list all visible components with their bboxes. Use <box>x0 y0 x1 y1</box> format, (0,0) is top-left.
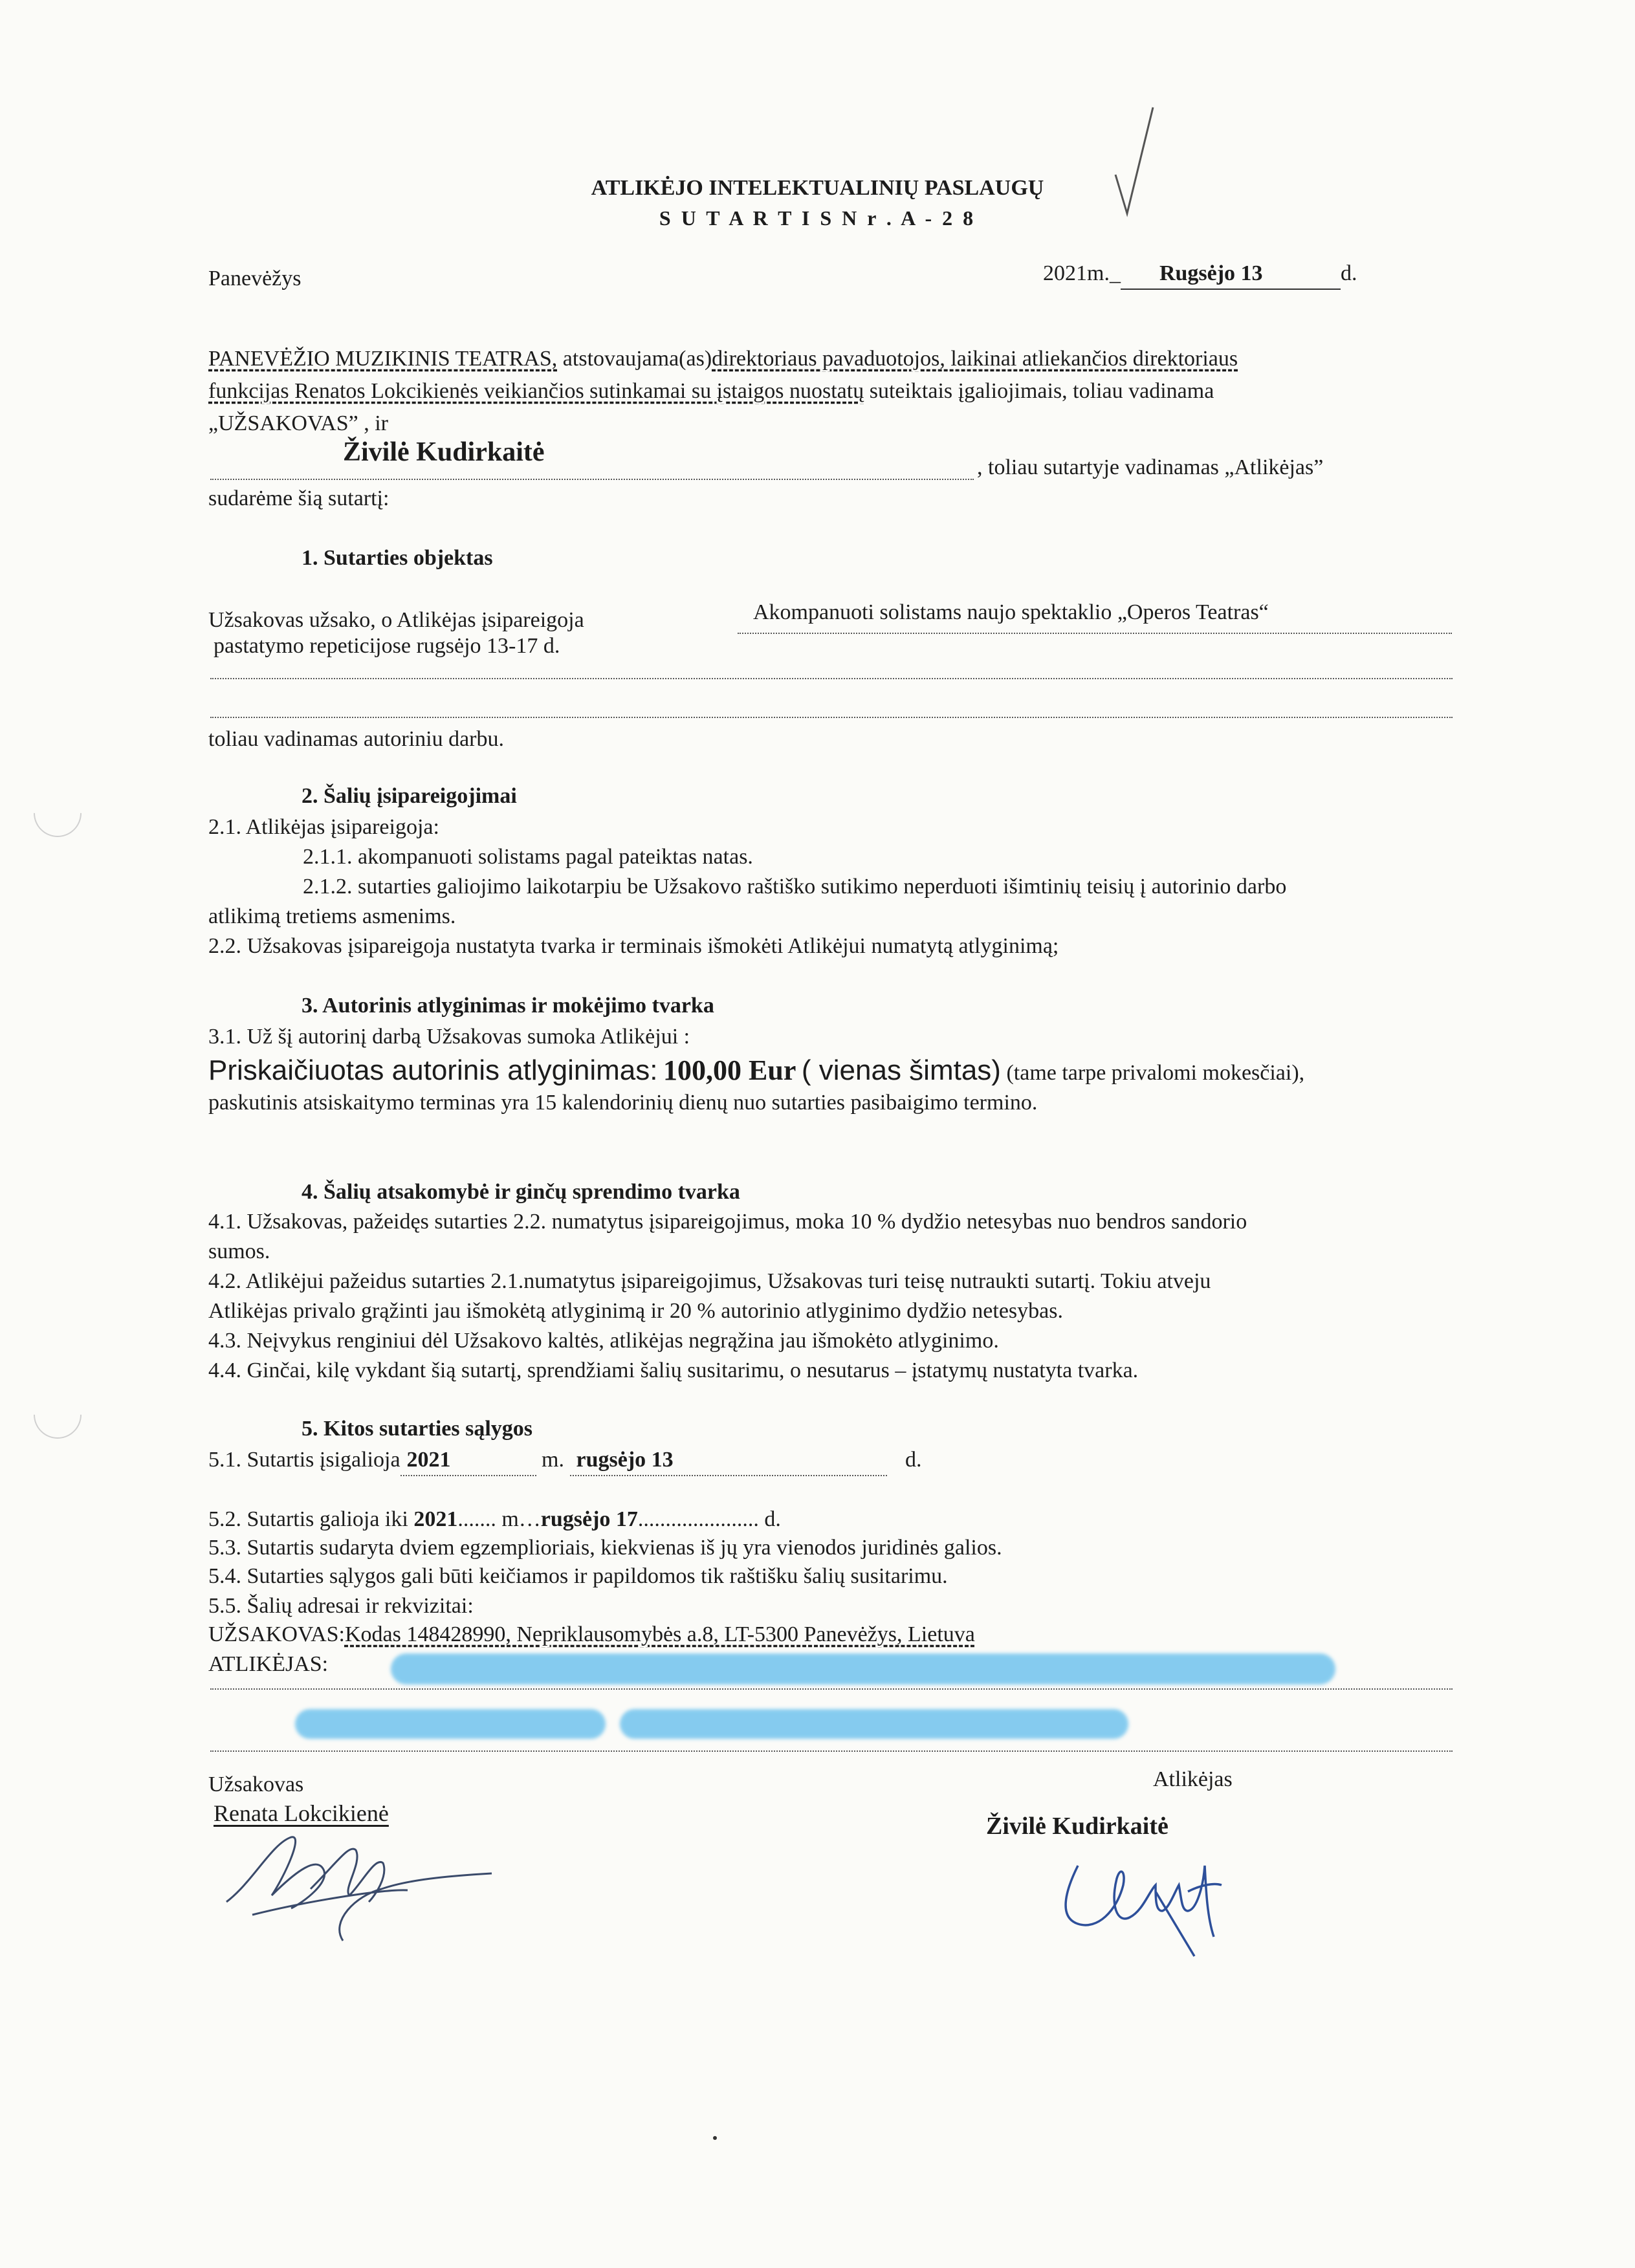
theatre-name: PANEVĖŽIO MUZIKINIS TEATRAS, <box>208 347 558 371</box>
performer-label: ATLIKĖJAS: <box>208 1652 329 1676</box>
client-signatory-name: Renata Lokcikienė <box>214 1800 389 1826</box>
clause-2-1: 2.1. Atlikėjas įsipareigoja: <box>208 815 439 839</box>
client-designation: „UŽSAKOVAS” , ir <box>208 411 388 435</box>
clause-5-1 <box>208 1445 922 1476</box>
clause-5-1-d: d. <box>905 1448 922 1472</box>
section-1-footer: toliau vadinamas autoriniu darbu. <box>208 727 504 751</box>
parties-line-1 <box>208 344 1238 374</box>
clause-3-1: 3.1. Už šį autorinį darbą Užsakovas sumoka Atlikėjui : <box>208 1025 690 1049</box>
payment-deadline: paskutinis atsiskaitymo terminas yra 15 kalendorinių dienų nuo sutarties pasibaigimo termino. <box>208 1091 1038 1115</box>
clause-4-3: 4.3. Neįvykus renginiui dėl Užsakovo kaltės, atlikėjas negrąžina jau išmokėto atlyginimo. <box>208 1329 999 1353</box>
represented-text: atstovaujama(as) <box>562 347 712 371</box>
clause-5-2-month: rugsėjo 17 <box>540 1507 638 1531</box>
section-1-heading: 1. Sutarties objektas <box>302 546 493 570</box>
section-4-heading: 4. Šalių atsakomybė ir ginčų sprendimo tvarka <box>302 1180 740 1204</box>
punch-hole-mark <box>24 780 92 847</box>
performer-designation: , toliau sutartyje vadinamas „Atlikėjas” <box>977 455 1324 479</box>
fee-line <box>208 1053 1304 1088</box>
document-title: ATLIKĖJO INTELEKTUALINIŲ PASLAUGŲ <box>591 176 1044 200</box>
clause-5-5: 5.5. Šalių adresai ir rekvizitai: <box>208 1594 474 1618</box>
city: Panevėžys <box>208 267 302 290</box>
punch-hole-mark <box>24 1381 92 1449</box>
clause-5-1-year: 2021 <box>401 1445 536 1476</box>
clause-4-1-line-1: 4.1. Užsakovas, pažeidęs sutarties 2.2. numatytus įsipareigojimus, moka 10 % dydžio netesybas nuo bendros sandorio <box>208 1210 1247 1234</box>
parties-line-2 <box>208 376 1214 406</box>
clause-5-1-m: m. <box>542 1448 564 1472</box>
performer-signature <box>1059 1840 1227 1963</box>
clause-4-2-line-1: 4.2. Atlikėjui pažeidus sutarties 2.1.numatytus įsipareigojimus, Užsakovas turi teisę nutraukti sutartį. Tokiu atveju <box>208 1269 1211 1293</box>
client-requisites <box>208 1620 975 1650</box>
clause-2-2: 2.2. Užsakovas įsipareigoja nustatyta tvarka ir terminais išmokėti Atlikėjui numatytą atlyginimą; <box>208 934 1059 958</box>
clause-5-2-year: 2021 <box>413 1507 458 1531</box>
contract-number: S U T A R T I S N r . A - 2 8 <box>659 206 976 230</box>
date-suffix: d. <box>1340 261 1357 285</box>
clause-5-1-month: rugsėjo 13 <box>570 1445 887 1476</box>
redaction-block <box>295 1709 606 1739</box>
clause-5-2-d: d. <box>764 1507 781 1531</box>
section-2-heading: 2. Šalių įsipareigojimai <box>302 784 517 808</box>
redaction-block <box>391 1653 1335 1685</box>
section-3-heading: 3. Autorinis atlyginimas ir mokėjimo tvarka <box>302 994 714 1018</box>
clause-5-2-dots: ....... <box>457 1507 496 1531</box>
performer-signatory-name: Živilė Kudirkaitė <box>986 1813 1169 1840</box>
clause-5-2 <box>208 1505 781 1534</box>
fee-amount: 100,00 Eur <box>663 1054 796 1086</box>
section-5-heading: 5. Kitos sutarties sąlygos <box>302 1417 532 1441</box>
clause-4-1-line-2: sumos. <box>208 1239 270 1263</box>
fee-label: Priskaičiuotas autorinis atlyginimas: <box>208 1054 658 1086</box>
clause-2-1-2-line-1: 2.1.2. sutarties galiojimo laikotarpiu be Užsakovo raštiško sutikimo neperduoti išimtinių teisių į autorinio darbo <box>303 875 1287 899</box>
scan-speck <box>713 2136 717 2140</box>
section-1-left-line-1: Užsakovas užsako, o Atlikėjas įsipareigoja <box>208 608 584 632</box>
date-day: Rugsėjo 13 <box>1121 259 1341 290</box>
fee-words: ( vienas šimtas) <box>801 1054 1001 1086</box>
clause-5-4: 5.4. Sutarties sąlygos gali būti keičiamos ir papildomos tik raštišku šalių susitarimu. <box>208 1564 948 1588</box>
client-details: Kodas 148428990, Nepriklausomybės a.8, LT-5300 Panevėžys, Lietuva <box>344 1622 975 1646</box>
clause-4-4: 4.4. Ginčai, kilę vykdant šią sutartį, sprendžiami šalių susitarimu, o nesutarus – įstatymų nustatyta tvarka. <box>208 1358 1139 1382</box>
clause-5-1-label: 5.1. Sutartis įsigalioja <box>208 1448 401 1472</box>
dotted-line <box>210 1688 1453 1690</box>
clause-2-1-2-line-2: atlikimą tretiems asmenims. <box>208 904 456 928</box>
client-role: Užsakovas <box>208 1772 304 1796</box>
client-signature <box>214 1818 498 1947</box>
clause-2-1-1: 2.1.1. akompanuoti solistams pagal pateiktas natas. <box>303 845 753 869</box>
section-1-service: Akompanuoti solistams naujo spektaklio „Operos Teatras“ <box>753 600 1269 624</box>
dotted-line <box>210 717 1453 718</box>
representative-title: direktoriaus pavaduotojos, laikinai atliekančios direktoriaus <box>712 347 1238 371</box>
clause-5-2-dots: ...................... <box>637 1507 759 1531</box>
client-label: UŽSAKOVAS: <box>208 1622 345 1646</box>
clause-4-2-line-2: Atlikėjas privalo grąžinti jau išmokėtą atlyginimą ir 20 % autorinio atlyginimo dydžio netesybas. <box>208 1299 1063 1323</box>
contract-date <box>1043 259 1357 290</box>
dotted-line <box>738 633 1452 634</box>
performer-name: Živilė Kudirkaitė <box>343 437 545 467</box>
clause-5-3: 5.3. Sutartis sudaryta dviem egzemplioriais, kiekvienas iš jų yra vienodos juridinės galios. <box>208 1536 1002 1560</box>
concluded-text: sudarėme šią sutartį: <box>208 486 390 510</box>
performer-name-line <box>210 479 974 480</box>
dotted-line <box>210 678 1453 679</box>
authority-suffix: suteiktais įgaliojimais, toliau vadinama <box>869 379 1214 403</box>
performer-role: Atlikėjas <box>1153 1767 1233 1791</box>
dotted-line <box>210 1750 1453 1752</box>
date-year: 2021m._ <box>1043 261 1121 285</box>
fee-tax-note: (tame tarpe privalomi mokesčiai), <box>1006 1061 1305 1085</box>
clause-5-2-m: m… <box>501 1507 541 1531</box>
redaction-block <box>620 1709 1128 1739</box>
section-1-left-line-2: pastatymo repeticijose rugsėjo 13-17 d. <box>214 634 560 658</box>
representative-authority: funkcijas Renatos Lokcikienės veikiančios sutinkamai su įstaigos nuostatų <box>208 379 864 403</box>
clause-5-2-label: 5.2. Sutartis galioja iki <box>208 1507 408 1531</box>
